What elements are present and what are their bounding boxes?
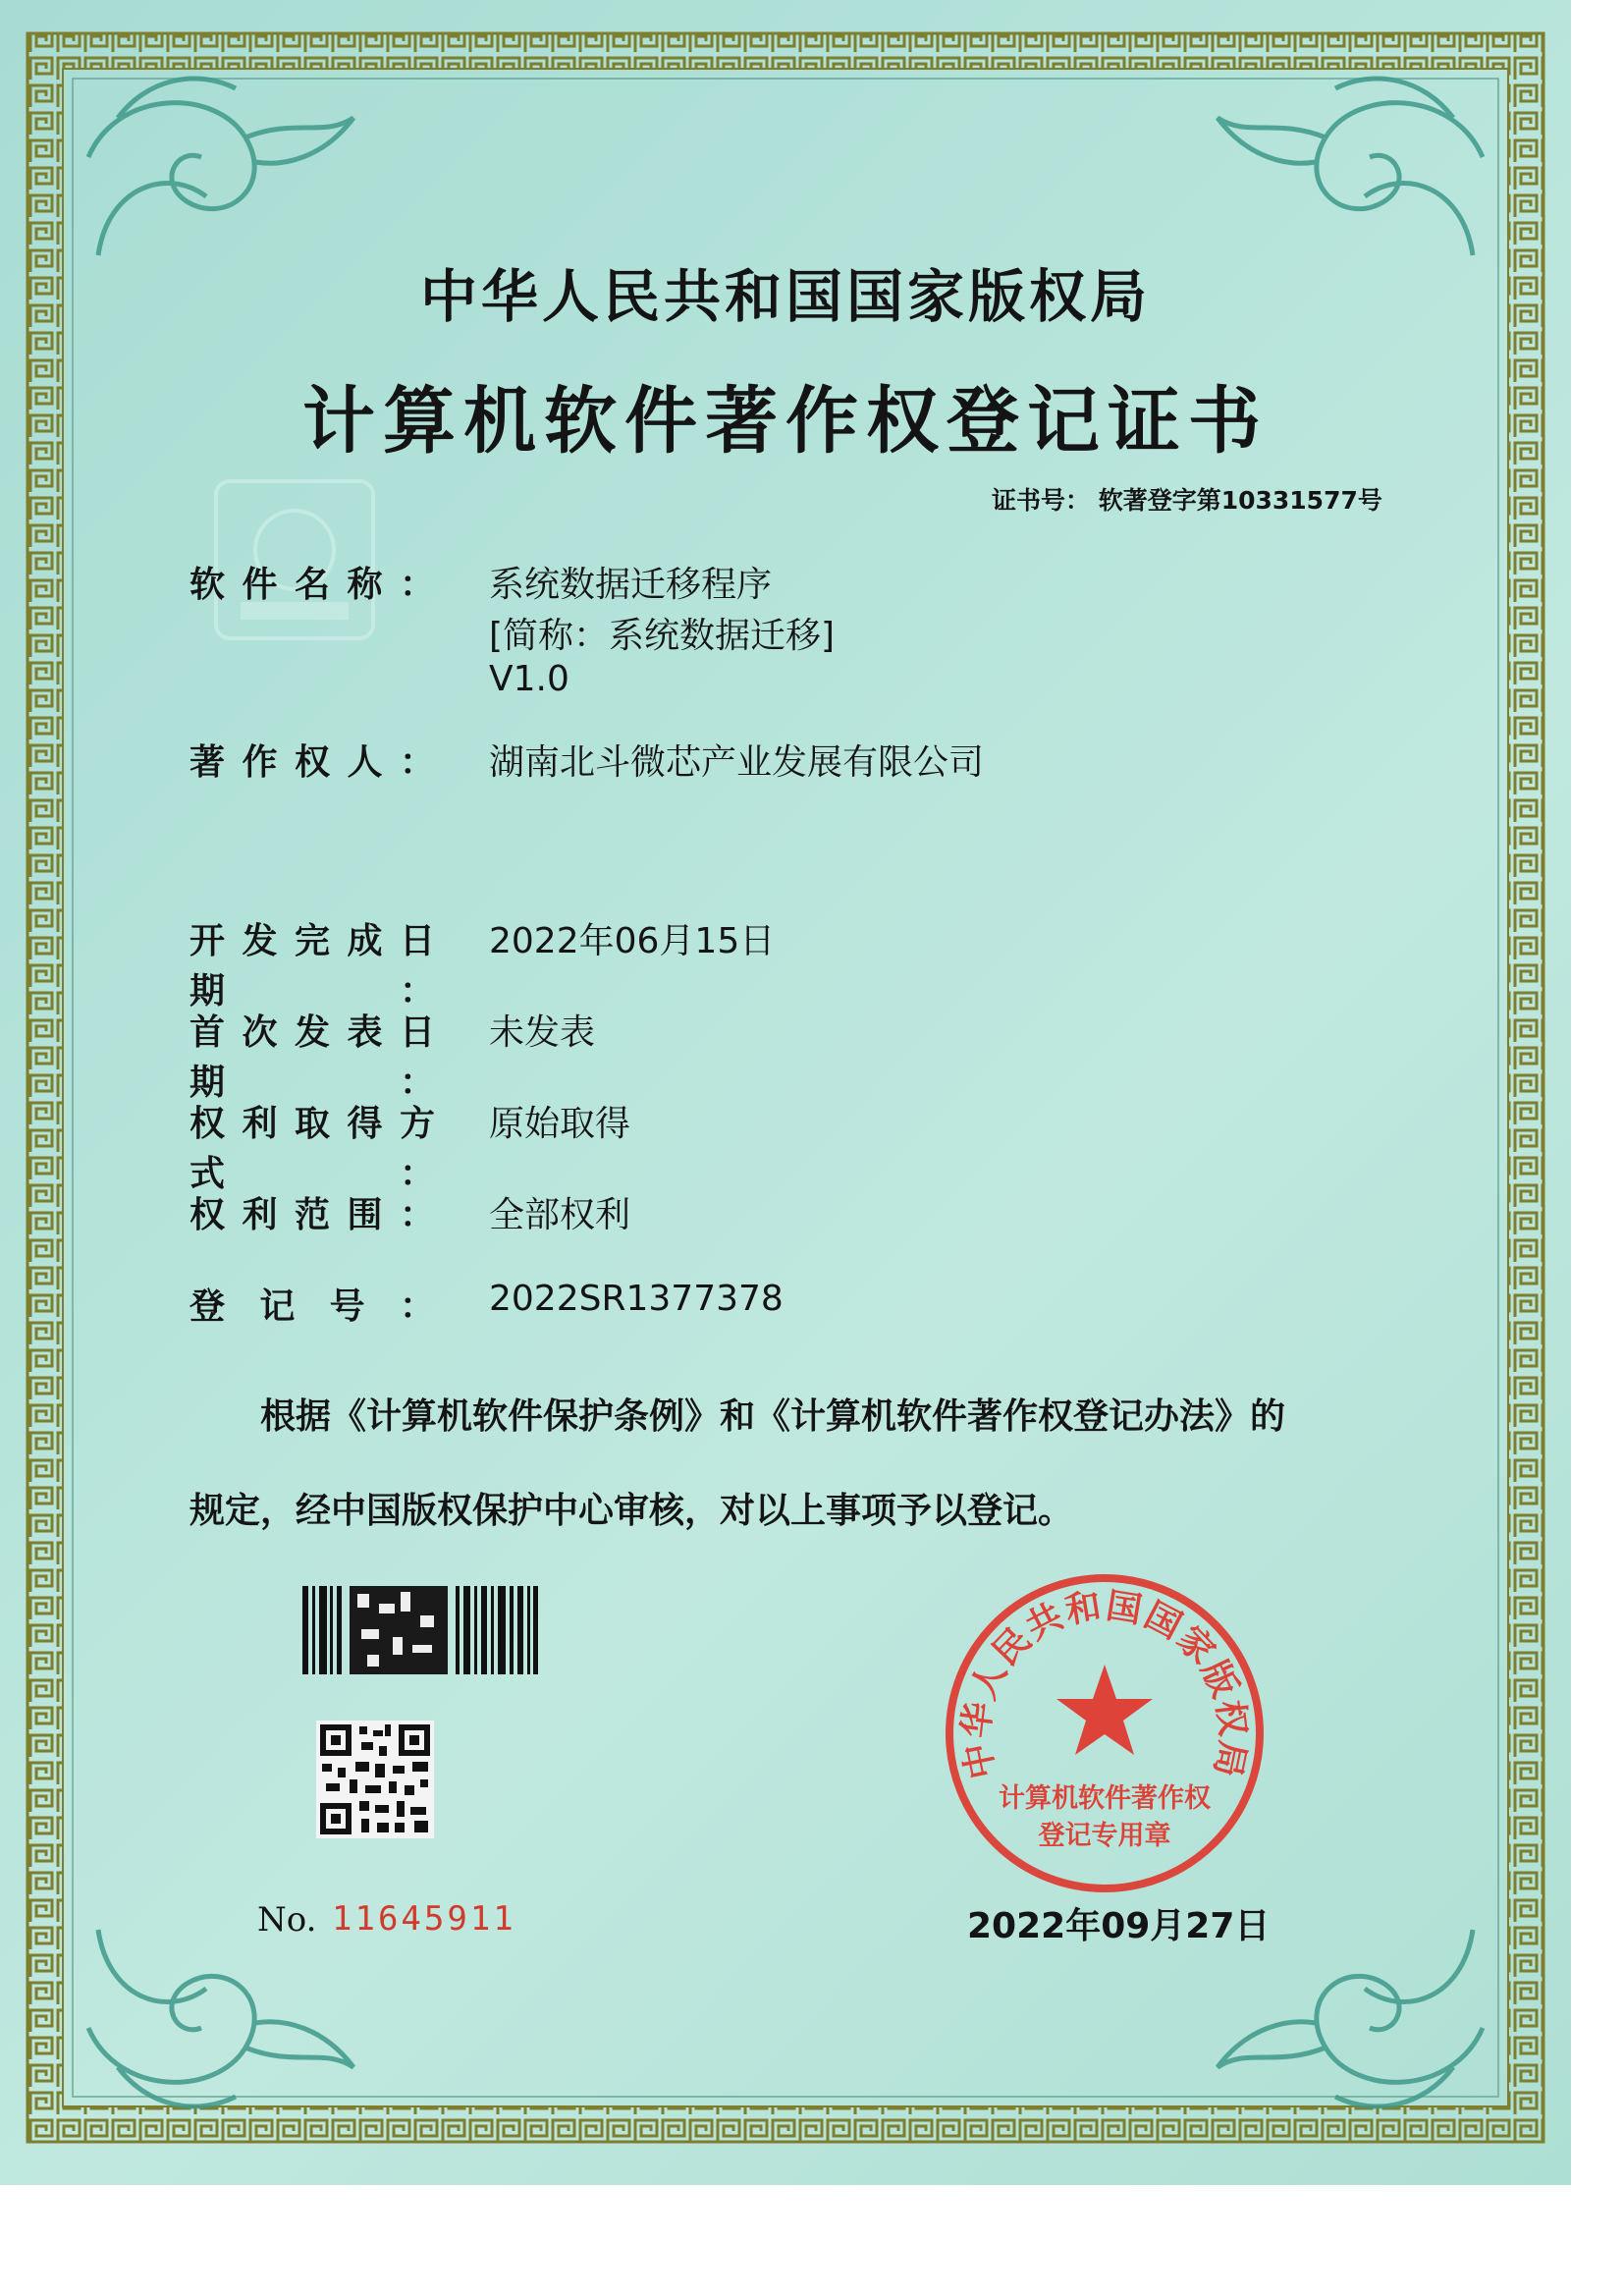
software-short-name: [简称：系统数据迁移] bbox=[489, 616, 836, 656]
seal-inner-line-1: 计算机软件著作权 bbox=[999, 1783, 1211, 1814]
corner-ornament-bottom-right bbox=[1218, 1930, 1483, 2106]
qr-code bbox=[316, 1721, 434, 1838]
owner-label: 著作权人： bbox=[189, 742, 435, 783]
corner-ornament-top-left bbox=[88, 79, 353, 255]
acquire-method-label: 权利取得方式： bbox=[189, 1104, 435, 1194]
issuing-authority: 中华人民共和国国家版权局 bbox=[419, 263, 1151, 330]
serial-number-label: No. bbox=[257, 1900, 317, 1940]
registration-number-value: 2022SR1377378 bbox=[489, 1279, 784, 1319]
declaration-line-1: 根据《计算机软件保护条例》和《计算机软件著作权登记办法》的 bbox=[260, 1396, 1286, 1437]
publish-date-label: 首次发表日期： bbox=[189, 1012, 435, 1103]
rights-scope-value: 全部权利 bbox=[489, 1195, 631, 1235]
certificate-title: 计算机软件著作权登记证书 bbox=[302, 379, 1269, 464]
seal-outer-text: 中华人民共和国国家版权局 bbox=[955, 1585, 1254, 1782]
declaration-line-2: 规定，经中国版权保护中心审核，对以上事项予以登记。 bbox=[189, 1491, 1074, 1531]
corner-ornament-bottom-left bbox=[88, 1930, 353, 2106]
registration-number-label: 登记号： bbox=[189, 1286, 435, 1327]
owner-value: 湖南北斗微芯产业发展有限公司 bbox=[489, 742, 985, 783]
acquire-method-value: 原始取得 bbox=[489, 1104, 631, 1144]
certificate-number: 证书号： 软著登字第10331577号 bbox=[992, 486, 1382, 515]
issue-date: 2022年09月27日 bbox=[967, 1906, 1271, 1946]
seal-inner-line-2: 登记专用章 bbox=[1038, 1821, 1171, 1851]
declaration-text bbox=[189, 1370, 1397, 1558]
dev-date-value: 2022年06月15日 bbox=[489, 921, 776, 961]
dev-date-label: 开发完成日期： bbox=[189, 921, 435, 1011]
barcode bbox=[302, 1586, 538, 1674]
corner-ornament-top-right bbox=[1218, 79, 1483, 255]
serial-number-value: 11645911 bbox=[332, 1899, 516, 1939]
publish-date-value: 未发表 bbox=[489, 1012, 596, 1053]
official-seal bbox=[943, 1571, 1267, 1895]
software-version: V1.0 bbox=[489, 659, 569, 699]
rights-scope-label: 权利范围： bbox=[189, 1195, 435, 1235]
seal-star-icon bbox=[1056, 1665, 1153, 1755]
software-name-label: 软件名称： bbox=[189, 565, 435, 605]
software-name-value: 系统数据迁移程序 bbox=[489, 565, 773, 605]
